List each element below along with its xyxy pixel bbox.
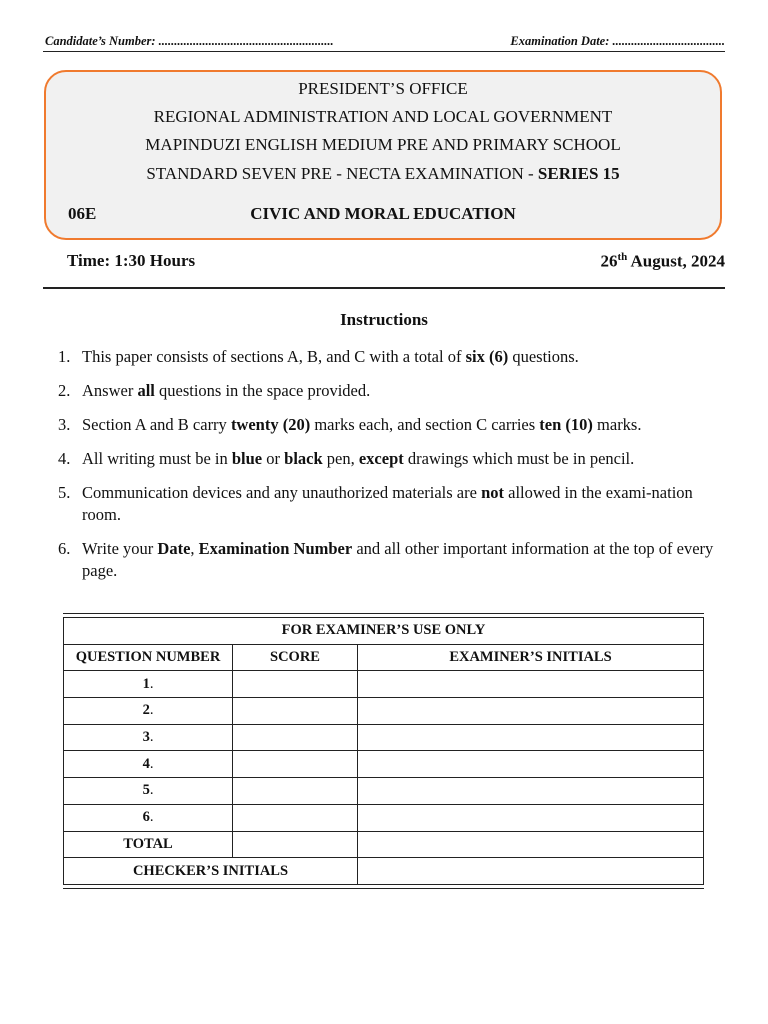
table-row: [64, 698, 704, 725]
instruction-number: 3.: [58, 415, 71, 434]
question-number-cell: [64, 778, 233, 805]
instruction-text: All writing must be in: [82, 449, 232, 468]
instruction-text: marks each, and section C carries: [310, 415, 540, 434]
table-title: FOR EXAMINER’S USE ONLY: [64, 618, 704, 645]
instruction-text: Write your: [82, 539, 158, 558]
score-cell[interactable]: [233, 671, 358, 698]
score-cell[interactable]: [233, 724, 358, 751]
instruction-item: [58, 448, 726, 470]
checker-initials-cell[interactable]: [358, 858, 704, 885]
instruction-text: marks.: [592, 415, 642, 434]
question-number: 5: [142, 782, 150, 799]
exam-title: STANDARD SEVEN PRE - NECTA EXAMINATION -: [146, 164, 538, 183]
instruction-number: 4.: [58, 449, 71, 468]
instruction-text: This paper consists of sections A, B, and C with a total of: [82, 347, 466, 366]
exam-date-day: 26: [600, 251, 618, 271]
instruction-number: 6.: [58, 539, 71, 558]
instruction-emphasis: Examination Number: [198, 539, 353, 558]
table-row: [64, 671, 704, 698]
score-cell[interactable]: [233, 778, 358, 805]
subject-code: 06E: [68, 204, 97, 223]
subject-name: CIVIC AND MORAL EDUCATION: [250, 204, 516, 223]
candidate-number-field: Candidate’s Number: ........................................................: [45, 34, 334, 48]
instruction-text: allowed in the exami-nation room.: [82, 483, 693, 524]
question-number-dot: .: [149, 755, 154, 772]
instruction-emphasis: all: [137, 381, 155, 400]
instruction-text: drawings which must be in pencil.: [403, 449, 635, 468]
instruction-item: [58, 380, 726, 402]
instruction-text: questions.: [508, 347, 579, 366]
examination-date-field: Examination Date: ....................................: [510, 34, 725, 48]
instruction-emphasis: ten (10): [539, 415, 593, 434]
instruction-item: [58, 346, 726, 368]
examiner-initials-cell[interactable]: [358, 778, 704, 805]
examiner-initials-cell[interactable]: [358, 671, 704, 698]
instructions-title: Instructions: [340, 310, 428, 329]
header-line-region: REGIONAL ADMINISTRATION AND LOCAL GOVERNMENT: [153, 107, 613, 126]
question-number: 3: [142, 729, 150, 746]
instruction-item: [58, 538, 726, 582]
instruction-emphasis: blue: [231, 449, 263, 468]
question-number-dot: .: [149, 782, 154, 799]
instruction-text: Section A and B carry: [82, 415, 231, 434]
question-number-dot: .: [149, 675, 154, 692]
time-date-row: [43, 250, 725, 289]
score-cell[interactable]: [233, 804, 358, 831]
instruction-text: Communication devices and any unauthorized materials are: [82, 483, 482, 502]
instruction-emphasis: not: [481, 483, 504, 502]
checker-label: CHECKER’S INITIALS: [64, 858, 358, 885]
instruction-emphasis: Date: [157, 539, 191, 558]
table-title-row: [64, 618, 704, 645]
total-label: TOTAL: [64, 831, 233, 858]
column-header-score: SCORE: [233, 644, 358, 671]
examiner-table-frame: [63, 613, 704, 889]
instruction-item: [58, 482, 726, 526]
question-number: 2: [142, 702, 150, 719]
table-header-row: [64, 644, 704, 671]
question-number: 1: [142, 675, 150, 692]
table-row: [64, 724, 704, 751]
score-cell[interactable]: [233, 751, 358, 778]
exam-header-box: [44, 70, 722, 240]
instruction-emphasis: six (6): [465, 347, 509, 366]
question-number-cell: [64, 698, 233, 725]
instruction-emphasis: twenty (20): [230, 415, 311, 434]
instruction-number: 1.: [58, 347, 71, 366]
examiner-initials-cell[interactable]: [358, 804, 704, 831]
instruction-text: Answer: [82, 381, 138, 400]
total-score-cell[interactable]: [233, 831, 358, 858]
question-number-cell: [64, 724, 233, 751]
instruction-text: questions in the space provided.: [154, 381, 371, 400]
instruction-emphasis: except: [358, 449, 404, 468]
instruction-item: [58, 414, 726, 436]
exam-duration: Time: 1:30 Hours: [67, 251, 196, 270]
table-row: [64, 778, 704, 805]
table-row: [64, 804, 704, 831]
question-number-cell: [64, 804, 233, 831]
instruction-text: and all other important information at the top of every page.: [82, 539, 714, 580]
exam-date-rest: August, 2024: [627, 251, 725, 271]
instruction-number: 2.: [58, 381, 71, 400]
question-number-dot: .: [149, 702, 154, 719]
examiner-initials-cell[interactable]: [358, 724, 704, 751]
question-number: 4: [142, 755, 150, 772]
instructions-list: [58, 346, 726, 594]
examiner-table: [63, 617, 704, 885]
total-row: [64, 831, 704, 858]
question-number-cell: [64, 671, 233, 698]
column-header-question: QUESTION NUMBER: [64, 644, 233, 671]
checker-row: [64, 858, 704, 885]
instruction-text: ,: [190, 539, 199, 558]
column-header-initials: EXAMINER’S INITIALS: [358, 644, 704, 671]
exam-date-suffix: th: [617, 251, 628, 263]
exam-series: SERIES 15: [537, 164, 620, 183]
table-row: [64, 751, 704, 778]
examiner-initials-cell[interactable]: [358, 751, 704, 778]
question-number-dot: .: [149, 809, 154, 826]
exam-date: [600, 251, 725, 272]
instruction-emphasis: black: [284, 449, 323, 468]
question-number: 6: [142, 809, 150, 826]
header-line-office: PRESIDENT’S OFFICE: [298, 79, 468, 98]
instruction-text: or: [262, 449, 285, 468]
instruction-number: 5.: [58, 483, 71, 502]
examiner-initials-cell[interactable]: [358, 698, 704, 725]
total-initials-cell[interactable]: [358, 831, 704, 858]
header-line-exam: [46, 164, 720, 184]
header-line-school: MAPINDUZI ENGLISH MEDIUM PRE AND PRIMARY SCHOOL: [145, 135, 621, 154]
question-number-dot: .: [149, 729, 154, 746]
instruction-text: pen,: [322, 449, 359, 468]
top-info-bar: [43, 33, 725, 52]
score-cell[interactable]: [233, 698, 358, 725]
question-number-cell: [64, 751, 233, 778]
